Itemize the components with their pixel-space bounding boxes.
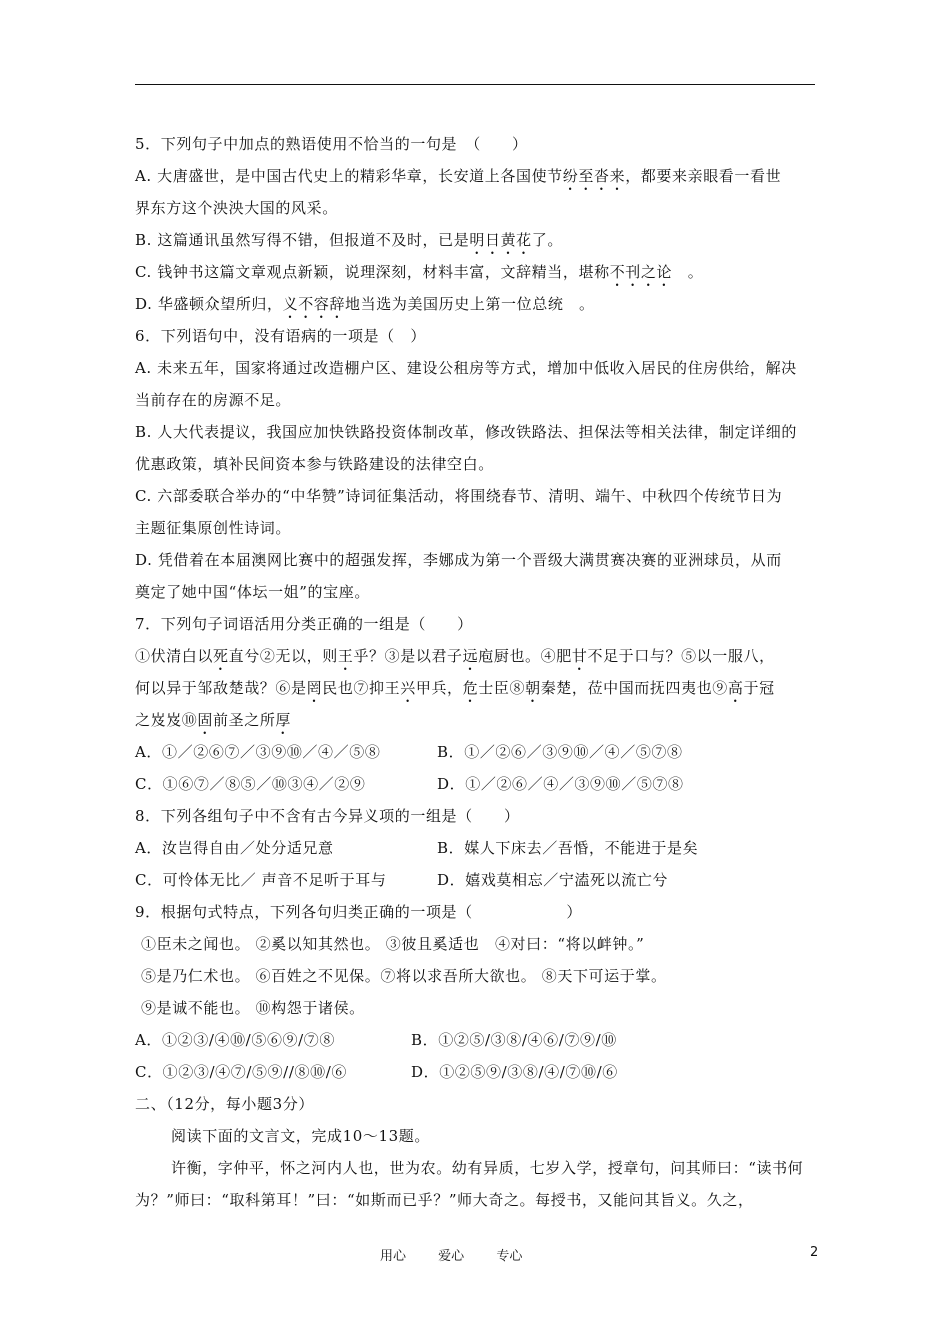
- q7-option-b: B．①／②⑥／③⑨⑩／④／⑤⑦⑧: [437, 743, 683, 761]
- q9-option-a: A．①②③/④⑩/⑤⑥⑨/⑦⑧: [135, 1031, 335, 1049]
- q8-options-row2: [135, 864, 815, 896]
- q6-option-c-cont: 主题征集原创性诗词。: [135, 519, 292, 537]
- q8-option-d: D．嬉戏莫相忘／宁溘死以流亡兮: [437, 871, 669, 889]
- q7-text: 不足于口与？⑤以一服八，: [587, 647, 775, 665]
- q9-options-row1: [135, 1024, 815, 1056]
- q7-sentences-line1: [135, 640, 815, 672]
- q7-dotted-word: 厚: [275, 711, 292, 729]
- q7-dotted-word: 王: [337, 647, 354, 665]
- q9-option-b: B．①②⑤/③⑧/④⑥/⑦⑨/⑩: [411, 1031, 617, 1049]
- q7-option-a: A．①／②⑥⑦／③⑨⑩／④／⑤⑧: [135, 743, 381, 761]
- q5-d-dotted-idiom: 义不容辞: [282, 295, 346, 313]
- q7-text: 庖厨也。④肥: [478, 647, 572, 665]
- q7-dotted-word: 危: [462, 679, 479, 697]
- q8-option-c: C．可怜体无比／ 声音不足听于耳与: [135, 871, 387, 889]
- q6-option-c: C. 六部委联合举办的“中华赞”诗词征集活动，将围绕春节、清明、端午、中秋四个传统节日为: [135, 487, 783, 505]
- page-number: 2: [810, 1245, 819, 1260]
- q9-options-row2: [135, 1056, 815, 1088]
- q5-option-a-cont: 界东方这个泱泱大国的风采。: [135, 199, 338, 217]
- q9-stem: 9．根据句式特点，下列各句归类正确的一项是（ ）: [135, 903, 582, 921]
- q7-text: 何以异于邹敌楚哉？⑥是: [135, 679, 307, 697]
- q6-option-d: D. 凭借着在本届澳网比赛中的超强发挥，李娜成为第一个晋级大满贯赛决赛的亚洲球员，从而: [135, 551, 782, 569]
- q5-a-dotted-idiom: 纷至沓来: [562, 167, 626, 185]
- q6-option-a: A. 未来五年，国家将通过改造棚户区、建设公租房等方式，增加中低收入居民的住房供给，解决: [135, 359, 797, 377]
- q7-sentences-line3: [135, 704, 815, 736]
- q7-dotted-word: 罔: [306, 679, 323, 697]
- section2-passage-line2: 为？”师曰：“取科第耳！”曰：“如斯而已乎？”师大奇之。每授书，又能问其旨义。久之，: [135, 1191, 754, 1209]
- q5-option-a: [135, 160, 815, 192]
- q7-text: 民也⑦抑王: [322, 679, 401, 697]
- q5-b-dotted-idiom: 明日黄花: [469, 231, 532, 249]
- q7-options-row2: [135, 768, 815, 800]
- q8-option-a: A．汝岂得自由／处分适兄意: [135, 839, 334, 857]
- q7-options-row1: [135, 736, 815, 768]
- q5-c-text: C. 钱钟书这篇文章观点新颖，说理深刻，材料丰富，文辞精当，堪称: [135, 263, 610, 281]
- q5-c-text-end: 。: [672, 263, 704, 281]
- q5-b-text-end: 了。: [531, 231, 563, 249]
- q7-stem: 7．下列句子词语活用分类正确的一组是（ ）: [135, 615, 473, 633]
- q5-option-b: [135, 224, 815, 256]
- q6-stem: 6．下列语句中，没有语病的一项是（ ）: [135, 327, 426, 345]
- q5-b-text: B. 这篇通讯虽然写得不错，但报道不及时，已是: [135, 231, 470, 249]
- q9-option-d: D．①②⑤⑨/③⑧/④/⑦⑩/⑥: [411, 1063, 618, 1081]
- q7-text: 于冠: [743, 679, 775, 697]
- section2-intro: 阅读下面的文言文，完成10～13题。: [171, 1127, 430, 1145]
- q7-text: 乎？③是以君子: [353, 647, 463, 665]
- q6-option-b: B. 人大代表提议，我国应加快铁路投资体制改革，修改铁路法、担保法等相关法律，制定详细的: [135, 423, 797, 441]
- q9-sentences-line2: ⑤是乃仁术也。 ⑥百姓之不见保。⑦将以求吾所大欲也。 ⑧天下可运于掌。: [141, 967, 667, 985]
- q7-option-c: C．①⑥⑦／⑧⑤／⑩③④／②⑨: [135, 775, 366, 793]
- q9-sentences-line1: ①臣未之闻也。 ②奚以知其然也。 ③彼且奚适也 ④对曰：“将以衅钟。”: [141, 935, 645, 953]
- q5-a-text-end: ，都要来亲眼看一看世: [625, 167, 782, 185]
- q5-option-d: [135, 288, 815, 320]
- q7-dotted-word: 兴: [400, 679, 416, 697]
- q5-c-dotted-idiom: 不刊之论: [609, 263, 673, 281]
- header-rule: [135, 84, 815, 85]
- q5-d-text-end: 地当选为美国历史上第一位总统 。: [345, 295, 595, 313]
- q7-text: 甲兵，: [415, 679, 463, 697]
- q7-text: 前圣之所: [213, 711, 276, 729]
- q5-option-c: [135, 256, 815, 288]
- q7-text: 秦楚，莅中国而抚四夷也⑨: [540, 679, 728, 697]
- q7-sentences-line2: [135, 672, 815, 704]
- q9-sentences-line3: ⑨是诚不能也。 ⑩构怨于诸侯。: [141, 999, 365, 1017]
- q5-d-text: D. 华盛顿众望所归，: [135, 295, 283, 313]
- q7-text: 之岌岌⑩: [135, 711, 198, 729]
- q7-text: 士臣⑧: [478, 679, 526, 697]
- section2-heading: 二、（12分，每小题3分）: [135, 1095, 314, 1113]
- q7-dotted-word: 朝: [525, 679, 541, 697]
- q8-stem: 8．下列各组句子中不含有古今异义项的一组是（ ）: [135, 807, 520, 825]
- q5-a-text: A. 大唐盛世，是中国古代史上的精彩华章，长安道上各国使节: [135, 167, 563, 185]
- q7-option-d: D．①／②⑥／④／③⑨⑩／⑤⑦⑧: [437, 775, 684, 793]
- q8-options-row1: [135, 832, 815, 864]
- q7-dotted-word: 固: [197, 711, 214, 729]
- q8-option-b: B．媒人下床去／吾惛，不能进于是矣: [437, 839, 699, 857]
- q7-text: 直兮②无以，则: [228, 647, 338, 665]
- q7-text: ①伏清白以: [135, 647, 214, 665]
- footer-word-1: 用心: [380, 1249, 407, 1264]
- q7-dotted-word: 高: [727, 679, 744, 697]
- q7-dotted-word: 甘: [571, 647, 588, 665]
- q6-option-b-cont: 优惠政策，填补民间资本参与铁路建设的法律空白。: [135, 455, 494, 473]
- footer-motto: [380, 1245, 550, 1264]
- q6-option-a-cont: 当前存在的房源不足。: [135, 391, 292, 409]
- footer-word-2: 爱心: [438, 1249, 465, 1264]
- q6-option-d-cont: 奠定了她中国“体坛一姐”的宝座。: [135, 583, 370, 601]
- q9-option-c: C．①②③/④⑦/⑤⑨//⑧⑩/⑥: [135, 1063, 347, 1081]
- q7-dotted-word: 远: [462, 647, 479, 665]
- section2-passage-line1: 许衡，字仲平，怀之河内人也，世为农。幼有异质，七岁入学，授章句，问其师曰：“读书何: [171, 1159, 804, 1177]
- q7-dotted-word: 死: [213, 647, 229, 665]
- document-body: [135, 128, 815, 1216]
- page-footer: [0, 1245, 950, 1267]
- q5-stem: 5．下列句子中加点的熟语使用不恰当的一句是 （ ）: [135, 135, 528, 153]
- footer-word-3: 专心: [496, 1249, 523, 1264]
